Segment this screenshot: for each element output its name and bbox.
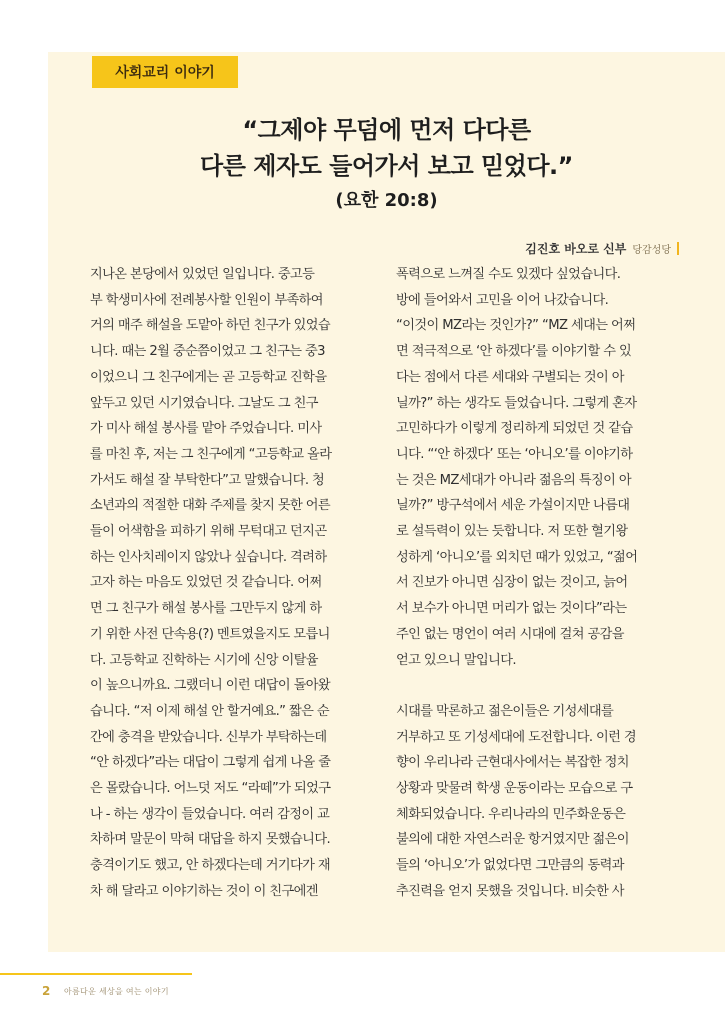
body-line: 얻고 있으니 말입니다. (396, 652, 517, 668)
body-line: 나 - 하는 생각이 들었습니다. 여러 감정이 교 (90, 806, 330, 822)
text-column-right (396, 262, 688, 905)
body-line: 니다. “‘안 하겠다’ 또는 ‘아니오’를 이야기하 (396, 446, 633, 462)
body-line: 추진력을 얻지 못했을 것입니다. 비슷한 사 (396, 883, 624, 899)
byline-divider (677, 242, 679, 255)
body-line: 가 미사 해설 봉사를 맡아 주었습니다. 미사 (90, 421, 322, 437)
body-line: 거부하고 또 기성세대에 도전합니다. 이런 경 (396, 729, 637, 745)
body-line: 닐까?” 하는 생각도 들었습니다. 그렇게 혼자 (396, 395, 637, 411)
body-line: 니다. 때는 2월 중순쯤이었고 그 친구는 중3 (90, 344, 325, 360)
body-line: 기 위한 사전 단속용(?) 멘트였을지도 모릅니 (90, 626, 330, 642)
body-line: 지나온 본당에서 있었던 일입니다. 중고등 (90, 267, 315, 282)
body-line: “안 하겠다”라는 대답이 그렇게 쉽게 나올 줄 (90, 755, 331, 771)
body-line: 앞두고 있던 시기였습니다. 그날도 그 친구 (90, 395, 318, 411)
body-line: 가서도 해설 잘 부탁한다”고 말했습니다. 청 (90, 472, 325, 488)
body-line: 충격이기도 했고, 안 하겠다는데 거기다가 재 (90, 858, 331, 874)
body-line: 들의 ‘아니오’가 없었다면 그만큼의 동력과 (396, 858, 624, 874)
parish-name: 당감성당 (632, 245, 671, 256)
body-line: 면 적극적으로 ‘안 하겠다’를 이야기할 수 있 (396, 344, 632, 360)
footer-rule (0, 973, 192, 975)
body-line: 는 것은 MZ세대가 아니라 젊음의 특징이 아 (396, 472, 631, 488)
body-line: 하는 인사치레이지 않았나 싶습니다. 격려하 (90, 549, 327, 565)
body-line: 서 진보가 아니면 심장이 없는 것이고, 늙어 (396, 575, 628, 591)
body-line: 성하게 ‘아니오’를 외치던 때가 있었고, “젊어 (396, 549, 638, 565)
body-line: 고자 하는 마음도 있었던 것 같습니다. 어쩌 (90, 575, 322, 591)
body-line: 불의에 대한 자연스러운 항거였지만 젊은이 (396, 832, 629, 848)
body-line: 거의 매주 해설을 도맡아 하던 친구가 있었습 (90, 318, 331, 334)
title-line-2: 다른 제자도 들어가서 보고 믿었다.” (200, 152, 573, 180)
body-line: 습니다. “저 이제 해설 안 할거예요.” 짧은 순 (90, 703, 330, 719)
body-line: 체화되었습니다. 우리나라의 민주화운동은 (396, 806, 626, 822)
body-line: 이었으니 그 친구에게는 곧 고등학교 진학을 (90, 369, 327, 385)
body-line: 차하며 말문이 막혀 대답을 하지 못했습니다. (90, 832, 331, 848)
body-line: 를 마친 후, 저는 그 친구에게 “고등학교 올라 (90, 446, 332, 462)
body-line: 부 학생미사에 전례봉사할 인원이 부족하여 (90, 292, 323, 308)
body-line: 이 높으니까요. 그랬더니 이런 대답이 돌아왔 (90, 678, 331, 694)
body-line: 주인 없는 명언이 여러 시대에 걸쳐 공감을 (396, 626, 624, 642)
text-column-left (90, 262, 382, 905)
body-line: 다는 점에서 다른 세대와 구별되는 것이 아 (396, 369, 624, 385)
body-line: 향이 우리나라 근현대사에서는 복잡한 정치 (396, 755, 629, 771)
body-line: 다. 고등학교 진학하는 시기에 신앙 이탈율 (90, 652, 318, 668)
body-line: 로 설득력이 있는 듯합니다. 저 또한 혈기왕 (396, 524, 628, 540)
body-line: 폭력으로 느껴질 수도 있겠다 싶었습니다. (396, 267, 621, 282)
scripture-reference: (요한 20:8) (335, 190, 438, 211)
body-line: 서 보수가 아니면 머리가 없는 것이다”라는 (396, 601, 627, 617)
title-line-1: “그제야 무덤에 먼저 다다른 (242, 116, 531, 144)
body-line: 방에 들어와서 고민을 이어 나갔습니다. (396, 292, 609, 308)
body-line: 간에 충격을 받았습니다. 신부가 부탁하는데 (90, 729, 327, 745)
body-line: 고민하다가 이렇게 정리하게 되었던 것 같습 (396, 421, 633, 437)
body-line: 면 그 친구가 해설 봉사를 그만두지 않게 하 (90, 601, 322, 617)
section-tag: 사회교리 이야기 (92, 56, 238, 88)
byline (525, 240, 679, 257)
page-number: 2 (42, 984, 51, 998)
author-name: 김진호 바오로 신부 (525, 242, 627, 256)
body-line: 시대를 막론하고 젊은이들은 기성세대를 (396, 703, 614, 719)
body-line: 소년과의 적절한 대화 주제를 찾지 못한 어른 (90, 498, 331, 514)
body-line: 은 몰랐습니다. 어느덧 저도 “라떼”가 되었구 (90, 781, 331, 797)
body-line: “이것이 MZ라는 것인가?” “MZ 세대는 어쩌 (396, 318, 636, 334)
body-line: 들이 어색함을 피하기 위해 무턱대고 던지곤 (90, 524, 327, 540)
body-line: 닐까?” 방구석에서 세운 가설이지만 나름대 (396, 498, 630, 514)
magazine-name: 아름다운 세상을 여는 이야기 (64, 987, 169, 996)
body-line: 상황과 맞물려 학생 운동이라는 모습으로 구 (396, 781, 633, 797)
body-line: 차 해 달라고 이야기하는 것이 이 친구에겐 (90, 883, 318, 899)
paragraph-gap (396, 673, 688, 699)
